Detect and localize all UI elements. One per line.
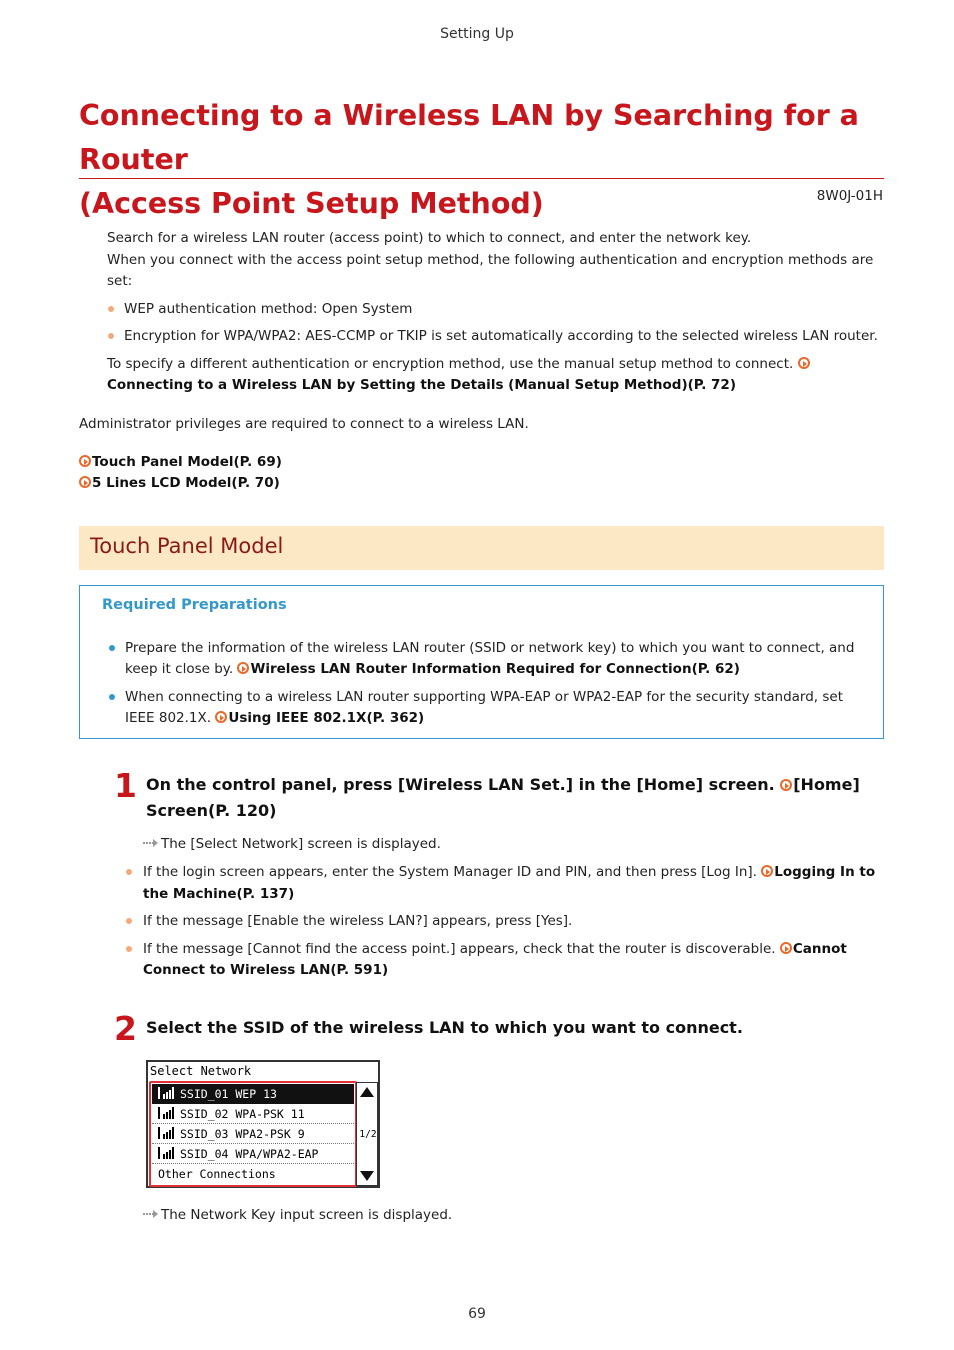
- step1-link-b[interactable]: Screen(P. 120): [146, 801, 277, 820]
- nav-link-5-lines-lcd[interactable]: [79, 473, 280, 494]
- link-arrow-icon: [798, 357, 810, 369]
- running-header: Setting Up: [440, 26, 514, 42]
- bullet-dot: [109, 645, 115, 651]
- step1-link-a[interactable]: [Home]: [793, 775, 860, 794]
- page-title-line2: (Access Point Setup Method): [79, 187, 544, 220]
- result-arrow-icon: [143, 838, 159, 848]
- bullet-dot: [126, 869, 132, 875]
- manual-setup-sentence: To specify a different authentication or encryption method, use the manual setup method to connect.: [107, 356, 794, 372]
- step2-instruction: Select the SSID of the wireless LAN to which you want to connect.: [146, 1018, 743, 1037]
- prep-item1-line2: [125, 659, 740, 680]
- intro-line2b: set:: [107, 273, 133, 289]
- nav-link-5-lines-lcd-label: 5 Lines LCD Model(P. 70): [92, 475, 280, 491]
- link-arrow-icon: [79, 476, 91, 488]
- bullet-dot: [108, 306, 114, 312]
- intro-bullet-1: WEP authentication method: Open System: [124, 301, 413, 317]
- manual-setup-text: [107, 354, 811, 375]
- step1-instruction: On the control panel, press [Wireless LAN Set.] in the [Home] screen.: [146, 775, 775, 794]
- link-arrow-icon: [780, 779, 792, 791]
- page-title-line1: Connecting to a Wireless LAN by Searching for a Router: [79, 99, 859, 176]
- section-title: Touch Panel Model: [90, 534, 284, 558]
- lcd-network-label: SSID_04 WPA/WPA2-EAP: [180, 1147, 319, 1161]
- step1-note1-text: If the login screen appears, enter the System Manager ID and PIN, and then press [Log In].: [143, 864, 757, 880]
- step1-note1-line1: [143, 862, 875, 883]
- step1-result-text: The [Select Network] screen is displayed.: [161, 836, 441, 852]
- step1-note3-link-a[interactable]: Cannot: [792, 941, 847, 957]
- link-arrow-icon: [237, 662, 249, 674]
- bullet-dot: [109, 694, 115, 700]
- lcd-network-label: SSID_03 WPA2-PSK 9: [180, 1127, 305, 1141]
- manual-setup-link[interactable]: Connecting to a Wireless LAN by Setting the Details (Manual Setup Method)(P. 72): [107, 377, 736, 393]
- step2-result: [143, 1205, 452, 1226]
- link-arrow-icon: [780, 942, 792, 954]
- lcd-other-connections[interactable]: Other Connections: [158, 1167, 276, 1181]
- step1-result: [143, 834, 441, 855]
- prep-item1-link[interactable]: Wireless LAN Router Information Required for Connection(P. 62): [250, 661, 740, 677]
- lcd-network-label: SSID_02 WPA-PSK 11: [180, 1107, 305, 1121]
- lcd-scrollbar[interactable]: [356, 1082, 378, 1186]
- required-preparations-title: Required Preparations: [102, 597, 287, 613]
- lcd-select-network-screen: [146, 1060, 380, 1188]
- intro-bullet-2: Encryption for WPA/WPA2: AES-CCMP or TKIP is set automatically according to the selected wireless LAN router.: [124, 328, 878, 344]
- step1-note1-link-a[interactable]: Logging In to: [774, 864, 876, 880]
- nav-link-touch-panel-label: Touch Panel Model(P. 69): [92, 454, 282, 470]
- step2-number: 2: [114, 1009, 137, 1048]
- lcd-network-label: SSID_01 WEP 13: [180, 1087, 277, 1101]
- step1-number: 1: [114, 766, 137, 805]
- document-code: 8W0J-01H: [816, 188, 883, 204]
- link-arrow-icon: [215, 711, 227, 723]
- prep-item2-text: IEEE 802.1X.: [125, 710, 212, 726]
- prep-item2-line1: When connecting to a wireless LAN router supporting WPA-EAP or WPA2-EAP for the security standard, set: [125, 689, 844, 705]
- bullet-dot: [126, 946, 132, 952]
- step2-result-text: The Network Key input screen is displayed.: [161, 1207, 453, 1223]
- prep-item2-line2: [125, 708, 424, 729]
- page-number: 69: [468, 1306, 486, 1322]
- step1-note3-link-b[interactable]: Connect to Wireless LAN(P. 591): [143, 962, 389, 978]
- bullet-dot: [126, 918, 132, 924]
- intro-line2a: When you connect with the access point setup method, the following authentication and encryption methods are: [107, 252, 874, 268]
- step1-note3-text: If the message [Cannot find the access point.] appears, check that the router is discoverable.: [143, 941, 776, 957]
- link-arrow-icon: [761, 865, 773, 877]
- intro-line1: Search for a wireless LAN router (access point) to which to connect, and enter the network key.: [107, 230, 752, 246]
- lcd-title: Select Network: [150, 1064, 252, 1078]
- lcd-page-indicator: 1/2: [359, 1129, 377, 1140]
- result-arrow-icon: [143, 1209, 159, 1219]
- scroll-up-arrow-icon[interactable]: [360, 1087, 374, 1097]
- lcd-selection-highlight: [149, 1081, 357, 1187]
- prep-item1-line1: Prepare the information of the wireless LAN router (SSID or network key) to which you want to connect, and: [125, 640, 855, 656]
- bullet-dot: [108, 333, 114, 339]
- prep-item2-link[interactable]: Using IEEE 802.1X(P. 362): [228, 710, 425, 726]
- title-divider: [79, 178, 884, 179]
- page-title: [79, 94, 884, 226]
- step1-line1: [146, 772, 860, 798]
- scroll-down-arrow-icon[interactable]: [360, 1171, 374, 1181]
- admin-note: Administrator privileges are required to connect to a wireless LAN.: [79, 416, 529, 432]
- step1-note2: If the message [Enable the wireless LAN?] appears, press [Yes].: [143, 913, 573, 929]
- link-arrow-icon: [79, 455, 91, 467]
- step1-note3-line1: [143, 939, 847, 960]
- nav-link-touch-panel[interactable]: [79, 452, 282, 473]
- step1-note1-link-b[interactable]: the Machine(P. 137): [143, 886, 295, 902]
- prep-item1-text: keep it close by.: [125, 661, 234, 677]
